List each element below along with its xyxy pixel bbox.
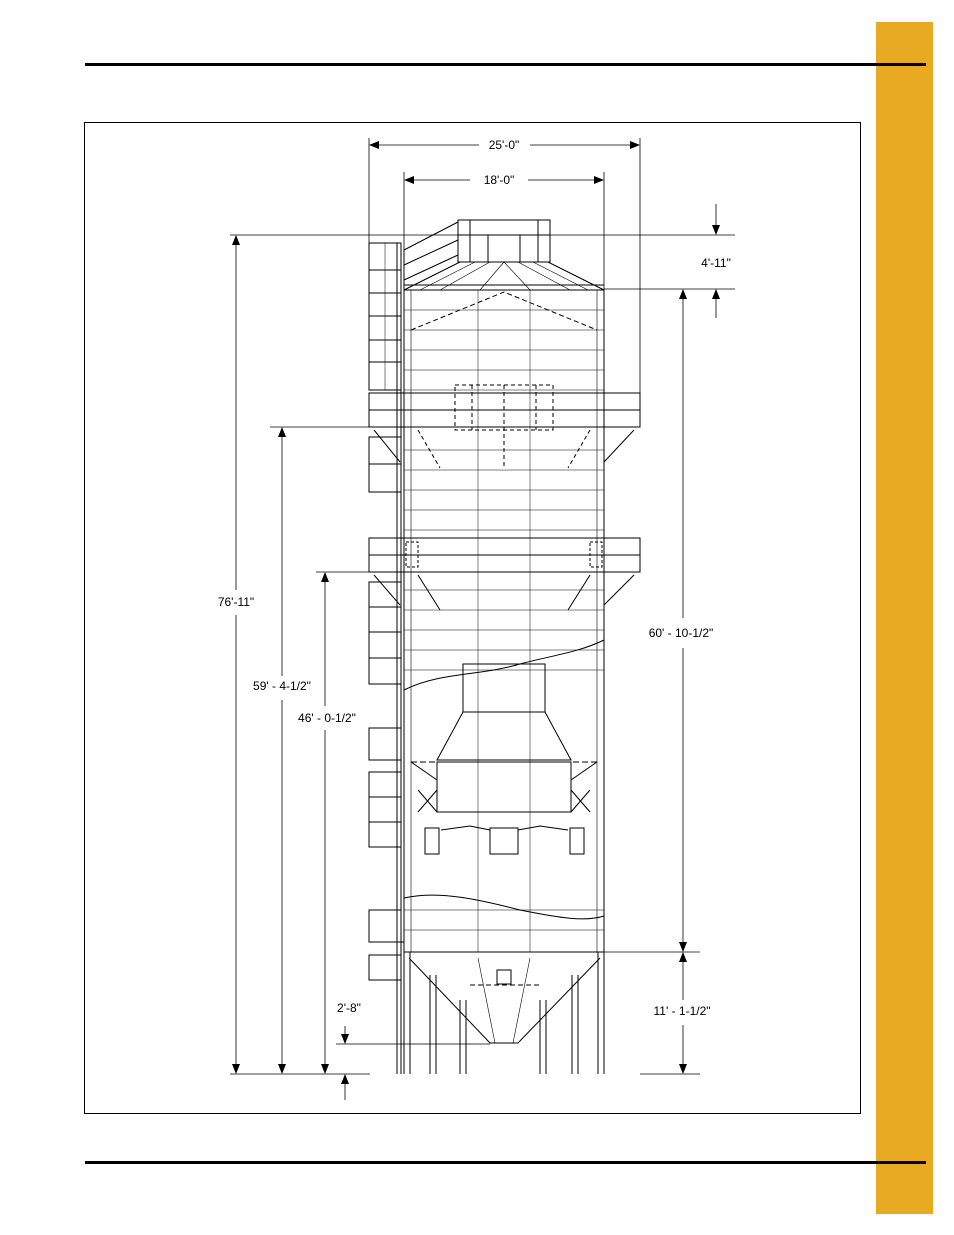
dim-overall-width: 25'-0" xyxy=(488,138,520,152)
dim-overall-height: 76'-11" xyxy=(217,595,255,609)
dim-upper-platform-height: 59' - 4-1/2" xyxy=(253,679,311,693)
dim-eave-height: 60' - 10-1/2" xyxy=(648,626,714,640)
bin-structure xyxy=(369,220,640,1074)
dim-lower-platform-height: 46' - 0-1/2" xyxy=(298,711,356,725)
dim-hopper-height: 11' - 1-1/2" xyxy=(653,1004,711,1018)
dim-bin-diameter: 18'-0" xyxy=(483,173,515,187)
dim-roof-height: 4'-11" xyxy=(701,256,731,270)
dim-clearance: 2'-8" xyxy=(337,1001,361,1015)
dimension-lines xyxy=(230,138,735,1100)
roof-ribs xyxy=(420,262,588,290)
